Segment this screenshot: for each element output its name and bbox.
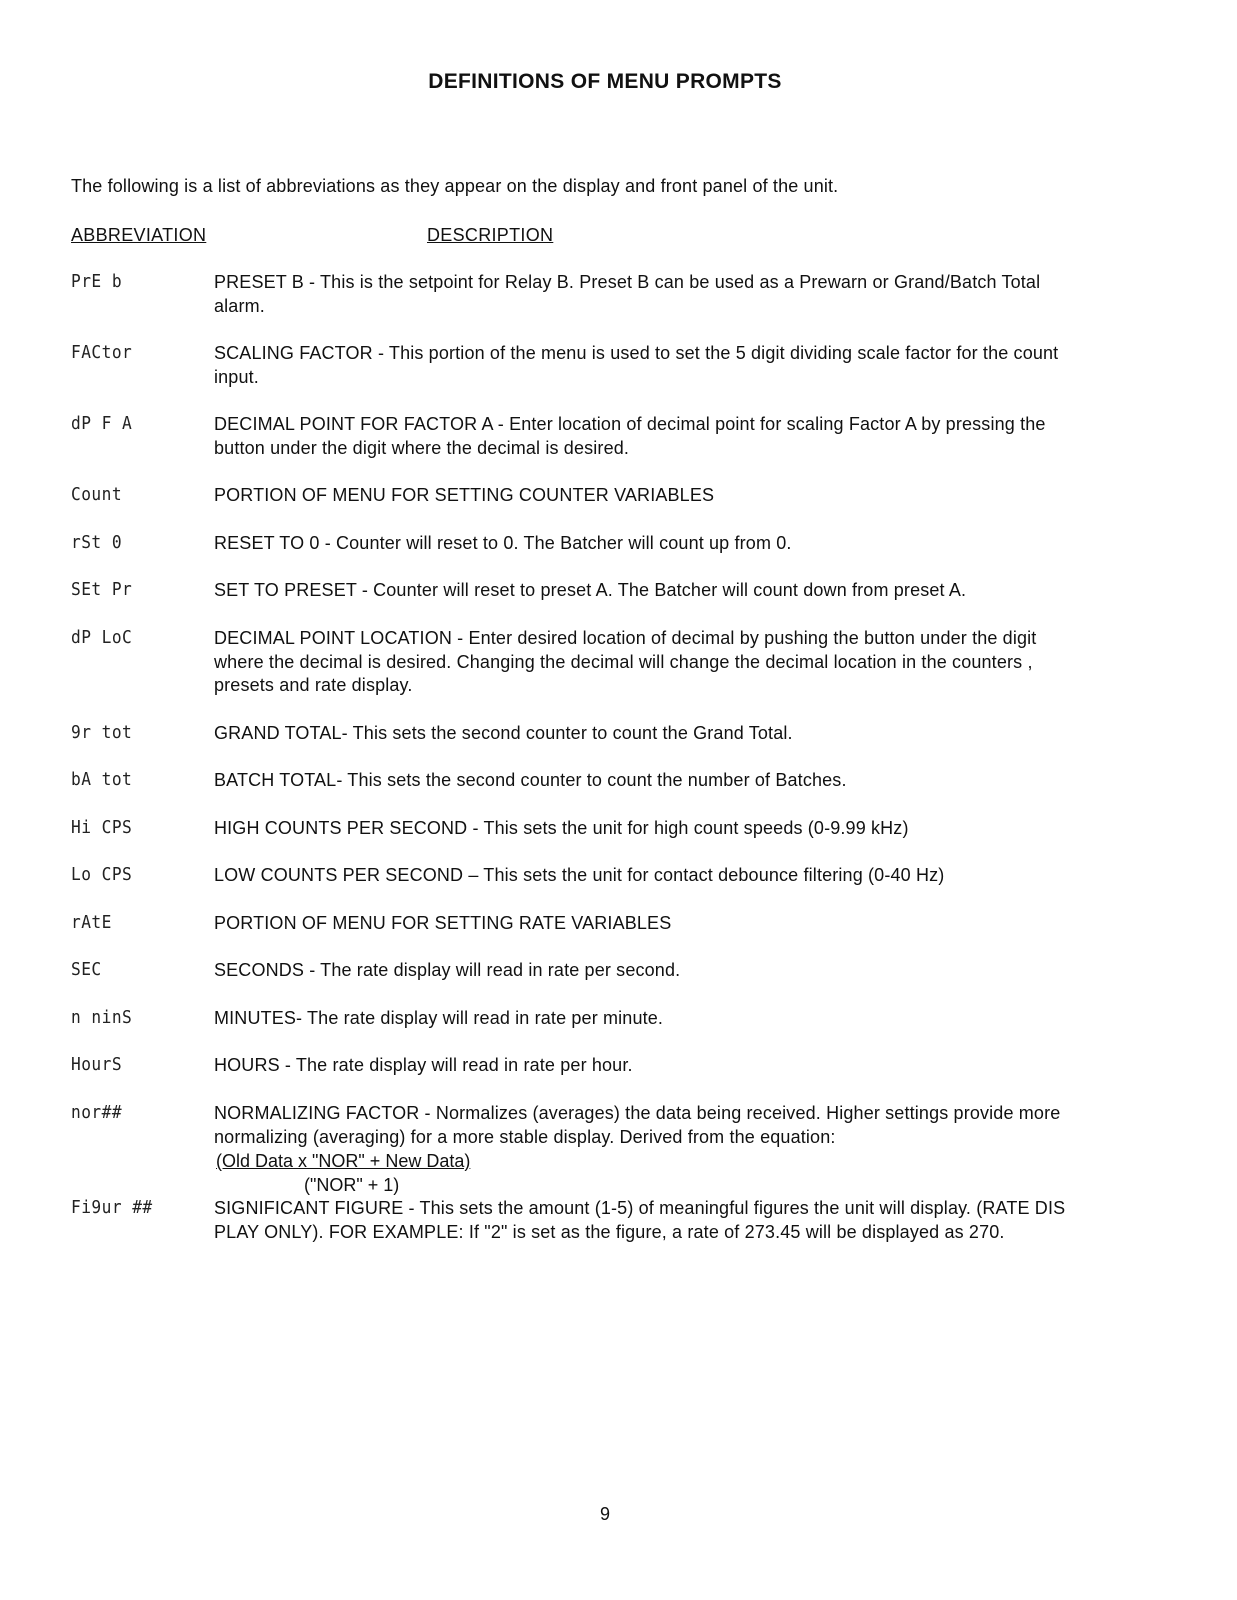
description-text: NORMALIZING FACTOR - Normalizes (averages) the data being received. Higher settings provide more normalizing (averaging) for a more stable display. Derived from the equation: [214,1103,1061,1147]
abbreviation-code: bA tot [71,769,133,790]
abbreviation-code: PrE b [71,271,123,292]
equation-denominator: ("NOR" + 1) [304,1174,400,1195]
description-text: SECONDS - The rate display will read in rate per second. [214,960,681,980]
abbreviation-code: FACtor [71,342,133,363]
description-text: SET TO PRESET - Counter will reset to preset A. The Batcher will count down from preset A. [214,580,967,600]
description-text: SCALING FACTOR - This portion of the menu is used to set the 5 digit dividing scale factor for the count input. [214,343,1059,387]
abbreviation-code: HourS [71,1054,123,1075]
abbreviation-code: rAtE [71,912,112,933]
abbreviation-code: SEt Pr [71,579,133,600]
abbreviation-code: n ninS [71,1007,133,1028]
description-text: DECIMAL POINT FOR FACTOR A - Enter location of decimal point for scaling Factor A by pressing the button under the digit where the decimal is desired. [214,414,1046,458]
description-text: GRAND TOTAL- This sets the second counter to count the Grand Total. [214,723,793,743]
description-text: DECIMAL POINT LOCATION - Enter desired location of decimal by pushing the button under the digit where the decimal is desired. Changing the decimal will change the decimal location in the counters , presets and rate display. [214,628,1037,695]
page-number: 9 [599,1504,610,1524]
description-text: SIGNIFICANT FIGURE - This sets the amount (1-5) of meaningful figures the unit will display. (RATE DIS PLAY ONLY). FOR EXAMPLE: If "2" is set as the figure, a rate of 273.45 will be displayed as 270. [214,1198,1066,1242]
abbreviation-code: Count [71,484,123,505]
description-text: MINUTES- The rate display will read in rate per minute. [214,1008,664,1028]
abbreviation-code: dP F A [71,413,133,434]
description-text: PORTION OF MENU FOR SETTING COUNTER VARIABLES [214,485,715,505]
equation-numerator: (Old Data x "NOR" + New Data) [216,1151,471,1171]
description-text: PRESET B - This is the setpoint for Relay B. Preset B can be used as a Prewarn or Grand/Batch Total alarm. [214,272,1041,316]
normalizing-equation [216,1150,470,1197]
description-text: HIGH COUNTS PER SECOND - This sets the unit for high count speeds (0-9.99 kHz) [214,818,909,838]
description-text: BATCH TOTAL- This sets the second counter to count the number of Batches. [214,770,847,790]
column-header-abbreviation: ABBREVIATION [71,225,207,245]
abbreviation-code: Hi CPS [71,817,133,838]
description-text: HOURS - The rate display will read in rate per hour. [214,1055,633,1075]
page-title: DEFINITIONS OF MENU PROMPTS [428,70,782,93]
abbreviation-code: SEC [71,959,102,980]
description-text: LOW COUNTS PER SECOND – This sets the unit for contact debounce filtering (0-40 Hz) [214,865,945,885]
description-text: RESET TO 0 - Counter will reset to 0. The Batcher will count up from 0. [214,533,792,553]
description-text: PORTION OF MENU FOR SETTING RATE VARIABLES [214,913,672,933]
abbreviation-code: nor## [71,1102,123,1123]
abbreviation-code: 9r tot [71,722,133,743]
abbreviation-code: dP LoC [71,627,133,648]
column-header-description: DESCRIPTION [427,225,554,245]
abbreviation-code: Lo CPS [71,864,133,885]
abbreviation-code: rSt 0 [71,532,123,553]
abbreviation-code: Fi9ur ## [71,1197,153,1218]
intro-paragraph: The following is a list of abbreviations as they appear on the display and front panel of the unit. [71,176,839,196]
